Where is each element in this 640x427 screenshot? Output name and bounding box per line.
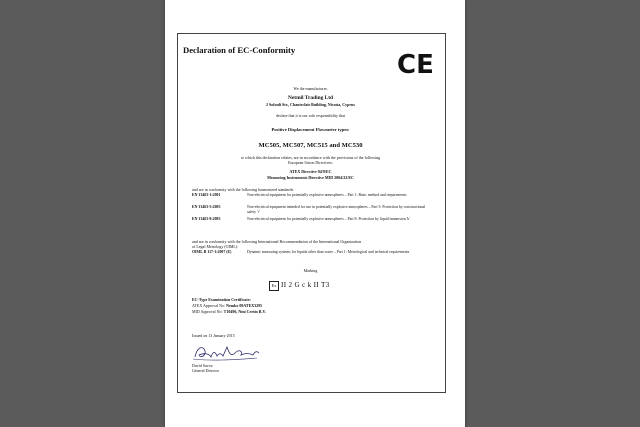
document-page bbox=[165, 0, 465, 427]
ce-mark-icon bbox=[395, 49, 434, 80]
oiml-text: Dynamic measuring systems for liquids other than water – Part 1: Metrological and technical requirements bbox=[247, 250, 410, 254]
standard-code: EN 13463-5:2003 bbox=[192, 205, 221, 209]
atex-marking: II 2 G c k II T3 bbox=[281, 281, 330, 289]
harmonized-intro: and are in conformity with the following harmonized standards: bbox=[192, 187, 295, 192]
mid-approval-number: T10496, Nmi Certin B.V. bbox=[223, 309, 266, 314]
oiml-code: OIML R 117-1:2007 (E) bbox=[192, 250, 232, 254]
signatory-title: General Director bbox=[192, 368, 219, 373]
product-models: MC505, MC507, MC515 and MC530 bbox=[258, 142, 363, 149]
standard-code: EN 13463-1:2001 bbox=[192, 193, 221, 197]
standard-text: Non-electrical equipment intended for use in potentially explosive atmospheres – Part 5: Protection by constructional safety 'c' bbox=[247, 205, 426, 214]
atex-approval-line bbox=[192, 303, 262, 308]
ce-mark-text: CE bbox=[397, 50, 434, 80]
oiml-intro-2: of Legal Metrology (OIML): bbox=[192, 244, 239, 249]
oiml-intro-1: and are in conformity with the following International Recommendation of the International Organization bbox=[192, 239, 362, 244]
relates-line-1: to which this declaration relates, are in accordance with the provisions of the following bbox=[240, 155, 381, 160]
marking-label: Marking bbox=[303, 268, 318, 273]
mid-approval-label: MID Approval No: bbox=[192, 309, 223, 314]
directive-mid: Measuring Instruments Directive MID 2004/22/EC bbox=[267, 175, 354, 180]
mid-approval-line bbox=[192, 309, 266, 314]
document-title: Declaration of EC-Conformity bbox=[183, 45, 296, 55]
product-heading: Positive Displacement Flowmeter types: bbox=[271, 127, 350, 132]
issued-date: Issued on 13 January 2015 bbox=[192, 333, 235, 338]
directive-atex: ATEX Directive 94/9/EC bbox=[289, 169, 332, 174]
standard-text: Non-electrical equipment for potentially explosive atmospheres – Part 1: Basic method and requirements bbox=[247, 193, 407, 197]
signature-icon bbox=[191, 341, 261, 363]
atex-approval-number: Nemko 09ATEX3295 bbox=[226, 303, 263, 308]
relates-line-2: European Union Directives: bbox=[288, 160, 333, 165]
intro-text: We the manufacturer, bbox=[293, 86, 328, 91]
standard-text: Non-electrical equipment for potentially explosive atmospheres – Part 8: Protection by liquid immersion 'k' bbox=[247, 217, 411, 221]
declare-text: declare that it is our sole responsibility that bbox=[276, 113, 345, 118]
company-address: 2 Sofouli Str., Chanteclair Building, Nicosia, Cyprus bbox=[266, 102, 355, 107]
ex-hexagon-icon: Ex bbox=[269, 281, 279, 291]
cert-heading: EC-Type Examination Certificate: bbox=[192, 297, 251, 302]
company-name: Netmil Trading Ltd bbox=[287, 95, 334, 101]
signatory-name: David Savva bbox=[192, 363, 213, 368]
standard-code: EN 13463-8:2003 bbox=[192, 217, 221, 221]
atex-approval-label: ATEX Approval No: bbox=[192, 303, 226, 308]
